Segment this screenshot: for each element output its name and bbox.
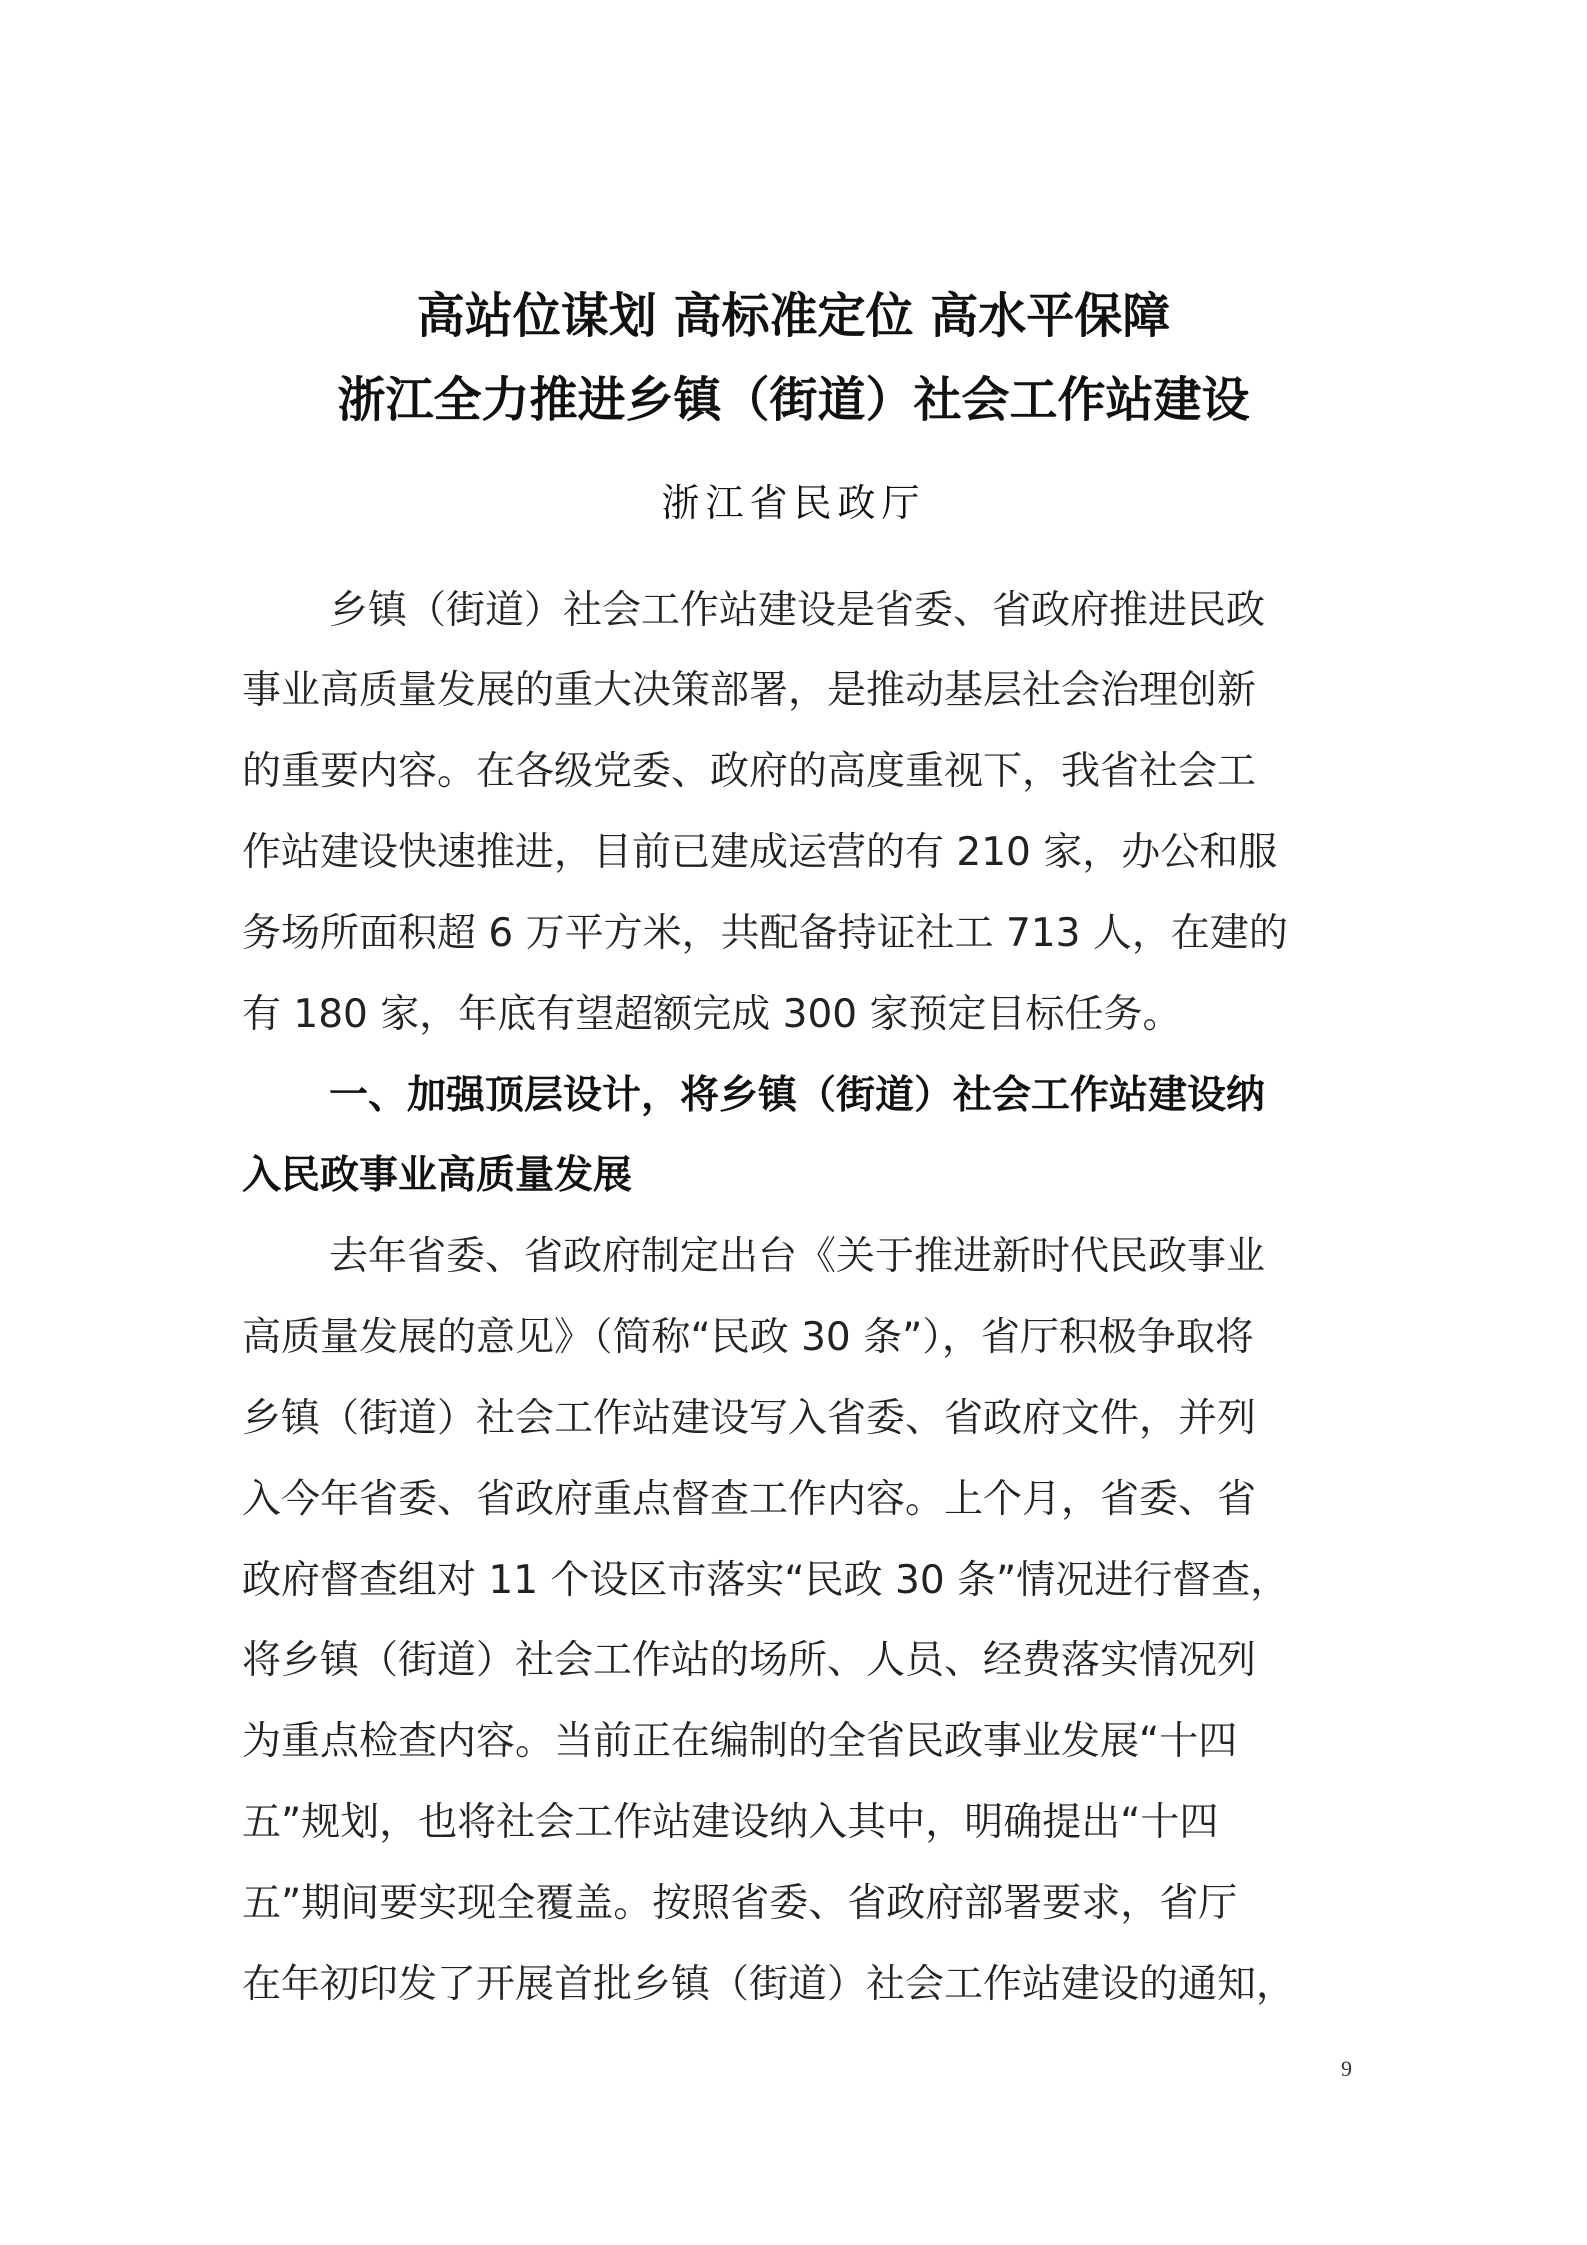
title-line-1: 高站位谋划 高标准定位 高水平保障	[416, 288, 1171, 344]
paragraph-line: 务场所面积超 6 万平方米，共配备持证社工 713 人，在建的	[242, 911, 1288, 956]
paragraph-line: 乡镇（街道）社会工作站建设写入省委、省政府文件，并列	[242, 1396, 1257, 1441]
paragraph-line: 乡镇（街道）社会工作站建设是省委、省政府推进民政	[329, 588, 1266, 633]
paragraph-line: 在年初印发了开展首批乡镇（街道）社会工作站建设的通知，	[242, 1962, 1296, 2007]
paragraph-line: 事业高质量发展的重大决策部署，是推动基层社会治理创新	[242, 668, 1257, 713]
paragraph-line: 有 180 家，年底有望超额完成 300 家预定目标任务。	[242, 992, 1182, 1037]
paragraph-line: 五”规划，也将社会工作站建设纳入其中，明确提出“十四	[242, 1800, 1219, 1845]
paragraph-line: 作站建设快速推进，目前已建成运营的有 210 家，办公和服	[242, 830, 1278, 875]
paragraph-line: 入今年省委、省政府重点督查工作内容。上个月，省委、省	[242, 1477, 1257, 1522]
title-line-2: 浙江全力推进乡镇（街道）社会工作站建设	[337, 372, 1250, 428]
paragraph-line: 五”期间要实现全覆盖。按照省委、省政府部署要求，省厅	[242, 1881, 1238, 1926]
section-heading: 一、加强顶层设计，将乡镇（街道）社会工作站建设纳	[329, 1073, 1266, 1118]
paragraph-line: 去年省委、省政府制定出台《关于推进新时代民政事业	[329, 1234, 1266, 1279]
paragraph-line: 政府督查组对 11 个设区市落实“民政 30 条”情况进行督查，	[242, 1558, 1290, 1603]
page-number: 9	[1341, 2056, 1352, 2081]
section-heading: 入民政事业高质量发展	[242, 1153, 633, 1198]
author: 浙江省民政厅	[661, 481, 926, 525]
paragraph-line: 的重要内容。在各级党委、政府的高度重视下，我省社会工	[242, 749, 1257, 794]
paragraph-line: 为重点检查内容。当前正在编制的全省民政事业发展“十四	[242, 1719, 1238, 1764]
paragraph-line: 将乡镇（街道）社会工作站的场所、人员、经费落实情况列	[242, 1638, 1257, 1683]
paragraph-line: 高质量发展的意见》（简称“民政 30 条”），省厅积极争取将	[242, 1315, 1254, 1360]
